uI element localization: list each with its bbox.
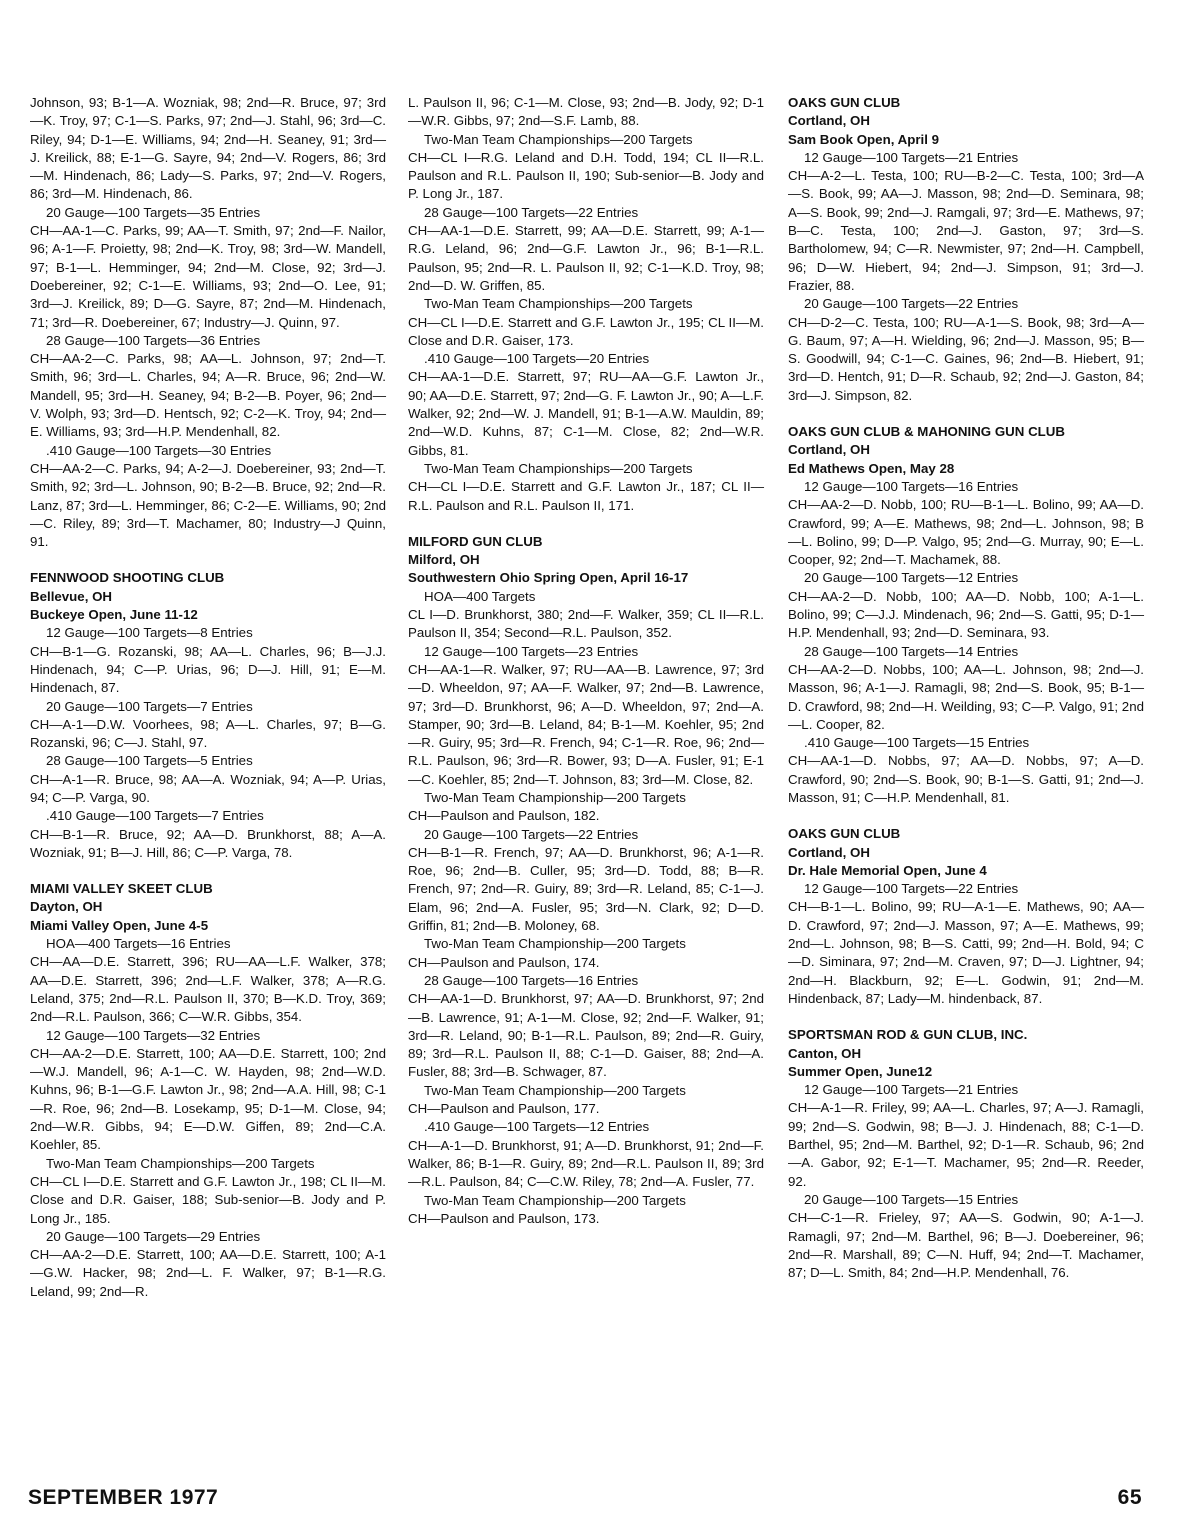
results-paragraph: CH—AA-2—D. Nobb, 100; RU—B-1—L. Bolino, 99; AA—D. Crawford, 99; A—E. Mathews, 98; 2nd—L. Johnson, 98; B—L. Bolino, 99; D—P. Valgo, 95; 2nd—G. Murray, 90; E—L. Cooper, 92; 2nd—T. Machamek, 88. [788, 497, 1144, 568]
section-heading: Bellevue, OH [30, 588, 113, 604]
event-subheading: 28 Gauge—100 Targets—14 Entries [804, 643, 1019, 659]
results-paragraph: L. Paulson II, 96; C-1—M. Close, 93; 2nd—B. Jody, 92; D-1—W.R. Gibbs, 97; 2nd—S.F. Lamb, 88. [408, 95, 764, 129]
results-paragraph: CH—CL I—R.G. Leland and D.H. Todd, 194; CL II—R.L. Paulson and R.L. Paulson II, 190; Sub-senior—B. Jody and P. Long Jr., 187. [408, 149, 764, 202]
section-heading: Milford, OH [408, 552, 480, 568]
results-paragraph: CH—CL I—D.E. Starrett and G.F. Lawton Jr., 198; CL II—M. Close and D.R. Gaiser, 188; Sub-senior—B. Jody and P. Long Jr., 185. [30, 1173, 386, 1226]
section-heading: Miami Valley Open, June 4-5 [30, 917, 209, 933]
results-paragraph: CH—Paulson and Paulson, 182. [408, 808, 600, 824]
event-subheading: Two-Man Team Championship—200 Targets [424, 936, 686, 952]
event-subheading: 28 Gauge—100 Targets—16 Entries [424, 972, 639, 988]
results-paragraph: CH—AA-2—D.E. Starrett, 100; AA—D.E. Starrett, 100; 2nd—W.J. Mandell, 96; A-1—C. W. Hayden, 98; 2nd—W.D. Kuhns, 96; B-1—G.F. Lawton Jr., 98; 2nd—A.A. Hill, 98; C-1—R. Roe, 96; 2nd—B. Losekamp, 95; D-1—M. Close, 94; 2nd—W.R. Gibbs, 94; E—D.W. Giffen, 89; 2nd—C.A. Koehler, 85. [30, 1045, 386, 1153]
results-paragraph: CH—B-1—R. French, 97; AA—D. Brunkhorst, 96; A-1—R. Roe, 96; 2nd—B. Culler, 95; 3rd—D. Todd, 88; B—R. French, 97; 2nd—R. Guiry, 89; 3rd—R. Leland, 85; C-1—J. Elam, 96; 2nd—A. Fusler, 95; 3rd—N. Clark, 92; D—D. Griffin, 81; 2nd—B. Moloney, 68. [408, 844, 764, 934]
event-subheading: 12 Gauge—100 Targets—16 Entries [804, 478, 1019, 494]
section-heading: Southwestern Ohio Spring Open, April 16-17 [408, 570, 689, 586]
event-subheading: 12 Gauge—100 Targets—21 Entries [804, 1082, 1019, 1098]
section-heading: Cortland, OH [788, 113, 870, 129]
column-1 [30, 94, 386, 1301]
event-subheading: .410 Gauge—100 Targets—30 Entries [46, 442, 272, 458]
event-subheading: 12 Gauge—100 Targets—21 Entries [804, 149, 1019, 165]
section-heading: Summer Open, June12 [788, 1063, 933, 1079]
results-paragraph: CH—AA-1—D.E. Starrett, 99; AA—D.E. Starrett, 99; A-1—R.G. Leland, 96; 2nd—G.F. Lawton Jr., 96; B-1—R.L. Paulson, 95; 2nd—R. L. Paulson II, 92; C-1—K.D. Troy, 98; 2nd—D. W. Griffen, 85. [408, 223, 764, 293]
section-heading: OAKS GUN CLUB [788, 826, 901, 842]
section-heading: Canton, OH [788, 1045, 862, 1061]
event-subheading: .410 Gauge—100 Targets—20 Entries [424, 351, 650, 367]
event-subheading: Two-Man Team Championship—200 Targets [424, 1082, 686, 1098]
section-heading: OAKS GUN CLUB & MAHONING GUN CLUB [788, 424, 1066, 440]
results-paragraph: CH—AA-1—C. Parks, 99; AA—T. Smith, 97; 2nd—F. Nailor, 96; A-1—F. Proietty, 98; 2nd—K. Troy, 98; 3rd—W. Mandell, 97; B-1—L. Hemminger, 94; 2nd—M. Close, 92; 3rd—J. Doebereiner, 92; C-1—E. Williams, 93; 2nd—O. Lee, 91; 3rd—J. Kreilick, 89; D—G. Sayre, 87; 2nd—M. Hindenach, 71; 3rd—R. Doebereiner, 67; Industry—J. Quinn, 97. [30, 223, 386, 330]
footer-date: SEPTEMBER 1977 [28, 1486, 219, 1509]
results-paragraph: CH—A-2—L. Testa, 100; RU—B-2—C. Testa, 100; 3rd—A—S. Book, 99; AA—J. Masson, 98; 2nd—D. Seminara, 98; A—S. Book, 99; 2nd—J. Ramgali, 97; 3rd—E. Mathews, 97; B—C. Testa, 100; 2nd—J. Gaston, 97; 3rd—S. Bartholomew, 94; C—R. Newmister, 97; 2nd—H. Campbell, 96; D—W. Hiebert, 94; 2nd—J. Simpson, 91; 3rd—J. Frazier, 88. [788, 168, 1144, 293]
results-paragraph: CL I—D. Brunkhorst, 380; 2nd—F. Walker, 359; CL II—R.L. Paulson II, 354; Second—R.L. Paulson, 352. [408, 607, 764, 641]
results-paragraph: CH—CL I—D.E. Starrett and G.F. Lawton Jr., 195; CL II—M. Close and D.R. Gaiser, 173. [408, 314, 764, 348]
results-paragraph: CH—AA—D.E. Starrett, 396; RU—AA—L.F. Walker, 378; AA—D.E. Starrett, 396; 2nd—L.F. Walker, 378; A—R.G. Leland, 375; 2nd—R.L. Paulson II, 370; B—K.D. Troy, 369; 2nd—R.L. Paulson, 366; C—W.R. Gibbs, 354. [30, 954, 386, 1025]
event-subheading: 12 Gauge—100 Targets—32 Entries [46, 1027, 261, 1043]
section-heading: Dayton, OH [30, 899, 103, 915]
section-heading: FENNWOOD SHOOTING CLUB [30, 570, 225, 586]
results-paragraph: CH—AA-2—C. Parks, 98; AA—L. Johnson, 97; 2nd—T. Smith, 96; 3rd—L. Charles, 94; A—R. Bruce, 96; 2nd—W. Mandell, 95; 3rd—H. Seaney, 94; B-2—B. Poyer, 96; 2nd—V. Wolph, 93; 3rd—D. Hentsch, 92; C-2—K. Troy, 94; 2nd—E. Williams, 93; 3rd—H.P. Mendenhall, 82. [30, 351, 386, 440]
event-subheading: HOA—400 Targets [424, 588, 536, 604]
section-heading: Cortland, OH [788, 442, 870, 458]
event-subheading: 12 Gauge—100 Targets—8 Entries [46, 625, 253, 641]
event-subheading: 20 Gauge—100 Targets—22 Entries [804, 296, 1019, 312]
event-subheading: HOA—400 Targets—16 Entries [46, 936, 231, 952]
event-subheading: Two-Man Team Championship—200 Targets [424, 1192, 686, 1208]
event-subheading: Two-Man Team Championships—200 Targets [424, 131, 693, 147]
event-subheading: Two-Man Team Championships—200 Targets [46, 1155, 315, 1171]
results-paragraph: CH—AA-1—D. Brunkhorst, 97; AA—D. Brunkhorst, 97; 2nd—B. Lawrence, 91; A-1—M. Close, 92; 2nd—F. Walker, 91; 3rd—R. Leland, 90; B-1—R.L. Paulson, 89; 2nd—R. Guiry, 89; 3rd—R.L. Paulson II, 88; C-1—D. Gaiser, 88; 2nd—A. Fusler, 88; 3rd—B. Schwager, 87. [408, 991, 764, 1080]
results-paragraph: CH—Paulson and Paulson, 177. [408, 1101, 600, 1117]
results-paragraph: CH—AA-2—D. Nobbs, 100; AA—L. Johnson, 98; 2nd—J. Masson, 96; A-1—J. Ramagli, 98; 2nd—S. Book, 95; B-1—D. Crawford, 98; 2nd—H. Weilding, 93; C—P. Valgo, 91; 2nd—L. Cooper, 82. [788, 661, 1144, 732]
results-paragraph: CH—AA-1—R. Walker, 97; RU—AA—B. Lawrence, 97; 3rd—D. Wheeldon, 97; AA—F. Walker, 97; 2nd—B. Lawrence, 97; 3rd—D. Brunkhorst, 96; A—D. Wheeldon, 97; 2nd—A. Stamper, 90; 3rd—B. Leland, 84; B-1—M. Koehler, 95; 2nd—R. Guiry, 95; 3rd—R. French, 94; C-1—R. Roe, 96; 2nd—R.L. Paulson, 96; 3rd—R. Bower, 93; D—A. Fusler, 91; E-1—C. Koehler, 85; 2nd—T. Johnson, 83; 3rd—M. Close, 82. [408, 661, 764, 787]
results-paragraph: Johnson, 93; B-1—A. Wozniak, 98; 2nd—R. Bruce, 97; 3rd—K. Troy, 97; C-1—S. Parks, 97; 2nd—J. Stahl, 96; 3rd—C. Riley, 94; D-1—E. Williams, 94; 2nd—H. Seaney, 91; 3rd—J. Kreilick, 88; E-1—G. Sayre, 94; 2nd—V. Rogers, 86; 3rd—M. Hindenach, 86; Lady—S. Parks, 97; 2nd—V. Rogers, 86; 3rd—M. Hindenach, 86. [30, 95, 386, 202]
results-paragraph: CH—AA-2—D. Nobb, 100; AA—D. Nobb, 100; A-1—L. Bolino, 99; C—J.J. Mindenach, 96; 2nd—S. Gatti, 95; D-1—H.P. Mendenhall, 93; 2nd—D. Seminara, 93. [788, 588, 1144, 641]
event-subheading: .410 Gauge—100 Targets—15 Entries [804, 735, 1030, 751]
section-heading: MIAMI VALLEY SKEET CLUB [30, 881, 213, 897]
section-heading: MILFORD GUN CLUB [408, 533, 543, 549]
results-paragraph: CH—C-1—R. Frieley, 97; AA—S. Godwin, 90; A-1—J. Ramagli, 97; 2nd—M. Barthel, 96; B—J. Doebereiner, 96; 2nd—R. Marshall, 89; C—N. Huff, 94; 2nd—T. Machamer, 87; D—L. Smith, 84; 2nd—H.P. Mendenhall, 76. [788, 1210, 1144, 1281]
results-paragraph: CH—Paulson and Paulson, 174. [408, 954, 600, 970]
section-heading: Cortland, OH [788, 844, 870, 860]
event-subheading: 12 Gauge—100 Targets—22 Entries [804, 881, 1019, 897]
results-paragraph: CH—B-1—G. Rozanski, 98; AA—L. Charles, 96; B—J.J. Hindenach, 94; C—P. Urias, 96; D—J. Hill, 91; E—M. Hindenach, 87. [30, 643, 386, 696]
event-subheading: 28 Gauge—100 Targets—22 Entries [424, 204, 639, 220]
event-subheading: 20 Gauge—100 Targets—22 Entries [424, 826, 639, 842]
section-heading: Buckeye Open, June 11-12 [30, 607, 198, 623]
event-subheading: Two-Man Team Championships—200 Targets [424, 296, 693, 312]
event-subheading: 20 Gauge—100 Targets—7 Entries [46, 698, 253, 714]
event-subheading: 28 Gauge—100 Targets—36 Entries [46, 332, 261, 348]
results-paragraph: CH—A-1—R. Bruce, 98; AA—A. Wozniak, 94; A—P. Urias, 94; C—P. Varga, 90. [30, 771, 386, 805]
event-subheading: Two-Man Team Championship—200 Targets [424, 789, 686, 805]
event-subheading: .410 Gauge—100 Targets—7 Entries [46, 808, 264, 824]
event-subheading: 20 Gauge—100 Targets—15 Entries [804, 1191, 1019, 1207]
section-heading: Sam Book Open, April 9 [788, 131, 939, 147]
event-subheading: 20 Gauge—100 Targets—12 Entries [804, 570, 1019, 586]
event-subheading: 12 Gauge—100 Targets—23 Entries [424, 643, 639, 659]
event-subheading: Two-Man Team Championships—200 Targets [424, 460, 693, 476]
column-2 [408, 94, 764, 1228]
results-paragraph: CH—AA-2—D.E. Starrett, 100; AA—D.E. Starrett, 100; A-1—G.W. Hacker, 98; 2nd—L. F. Walker, 97; B-1—R.G. Leland, 99; 2nd—R. [30, 1247, 386, 1299]
column-3 [788, 94, 1144, 1282]
page-number: 65 [1117, 1486, 1142, 1509]
results-paragraph: CH—CL I—D.E. Starrett and G.F. Lawton Jr., 187; CL II—R.L. Paulson and R.L. Paulson II, 171. [408, 479, 764, 513]
results-paragraph: CH—B-1—L. Bolino, 99; RU—A-1—E. Mathews, 90; AA—D. Crawford, 97; 2nd—J. Masson, 97; A—E. Mathews, 99; 2nd—L. Johnson, 98; B—S. Catti, 99; 2nd—H. Bold, 94; C—D. Siminara, 97; 2nd—M. Craven, 97; D—J. Lightner, 94; 2nd—H. Blackburn, 92; E—L. Godwin, 91; 2nd—M. Hindenback, 87; Lady—M. hindenback, 87. [788, 899, 1144, 1006]
results-paragraph: CH—A-1—R. Friley, 99; AA—L. Charles, 97; A—J. Ramagli, 99; 2nd—S. Godwin, 98; B—J. J. Hindenach, 88; C-1—D. Barthel, 95; 2nd—M. Barthel, 92; D-1—R. Schaub, 96; 2nd—A. Gabor, 92; E-1—T. Machamer, 95; 2nd—R. Reeder, 92. [788, 1100, 1144, 1189]
results-paragraph: CH—D-2—C. Testa, 100; RU—A-1—S. Book, 98; 3rd—A—G. Baum, 97; A—H. Wielding, 96; 2nd—J. Masson, 95; B—S. Goodwill, 94; C-1—C. Gaines, 96; 2nd—B. Hiebert, 91; 3rd—D. Hentch, 91; D—R. Schaub, 92; 2nd—J. Gaston, 84; 3rd—J. Simpson, 82. [788, 314, 1144, 403]
results-paragraph: CH—AA-2—C. Parks, 94; A-2—J. Doebereiner, 93; 2nd—T. Smith, 92; 3rd—L. Johnson, 90; B-2—B. Bruce, 92; 2nd—R. Lanz, 87; 3rd—L. Hemminger, 86; C-2—E. Williams, 90; 2nd—C. Riley, 89; 3rd—T. Machamer, 80; Industry—J Quinn, 91. [30, 460, 386, 550]
results-paragraph: CH—A-1—D. Brunkhorst, 91; A—D. Brunkhorst, 91; 2nd—F. Walker, 86; B-1—R. Guiry, 89; 2nd—R.L. Paulson II, 89; 3rd—R.L. Paulson, 84; C—C.W. Riley, 78; 2nd—A. Fusler, 77. [408, 1137, 764, 1190]
results-paragraph: CH—AA-1—D. Nobbs, 97; AA—D. Nobbs, 97; A—D. Crawford, 90; 2nd—S. Book, 90; B-1—S. Gatti, 91; 2nd—J. Masson, 91; C—H.P. Mendenhall, 81. [788, 753, 1144, 805]
event-subheading: 20 Gauge—100 Targets—35 Entries [46, 204, 261, 220]
section-heading: Ed Mathews Open, May 28 [788, 460, 955, 476]
results-paragraph: CH—AA-1—D.E. Starrett, 97; RU—AA—G.F. Lawton Jr., 90; AA—D.E. Starrett, 97; 2nd—G. F. Lawton Jr., 90; A—L.F. Walker, 92; 2nd—W. J. Mandell, 91; B-1—A.W. Mauldin, 89; 2nd—W.D. Kuhns, 87; C-1—M. Close, 82; 2nd—W.R. Gibbs, 81. [408, 369, 764, 458]
results-paragraph: CH—Paulson and Paulson, 173. [408, 1210, 600, 1226]
event-subheading: 20 Gauge—100 Targets—29 Entries [46, 1228, 261, 1244]
section-heading: Dr. Hale Memorial Open, June 4 [788, 862, 987, 878]
event-subheading: .410 Gauge—100 Targets—12 Entries [424, 1119, 650, 1135]
results-paragraph: CH—B-1—R. Bruce, 92; AA—D. Brunkhorst, 88; A—A. Wozniak, 91; B—J. Hill, 86; C—P. Varga, 78. [30, 826, 386, 860]
section-heading: OAKS GUN CLUB [788, 95, 901, 110]
section-heading: SPORTSMAN ROD & GUN CLUB, INC. [788, 1027, 1028, 1043]
results-paragraph: CH—A-1—D.W. Voorhees, 98; A—L. Charles, 97; B—G. Rozanski, 96; C—J. Stahl, 97. [30, 716, 386, 751]
event-subheading: 28 Gauge—100 Targets—5 Entries [46, 753, 253, 769]
